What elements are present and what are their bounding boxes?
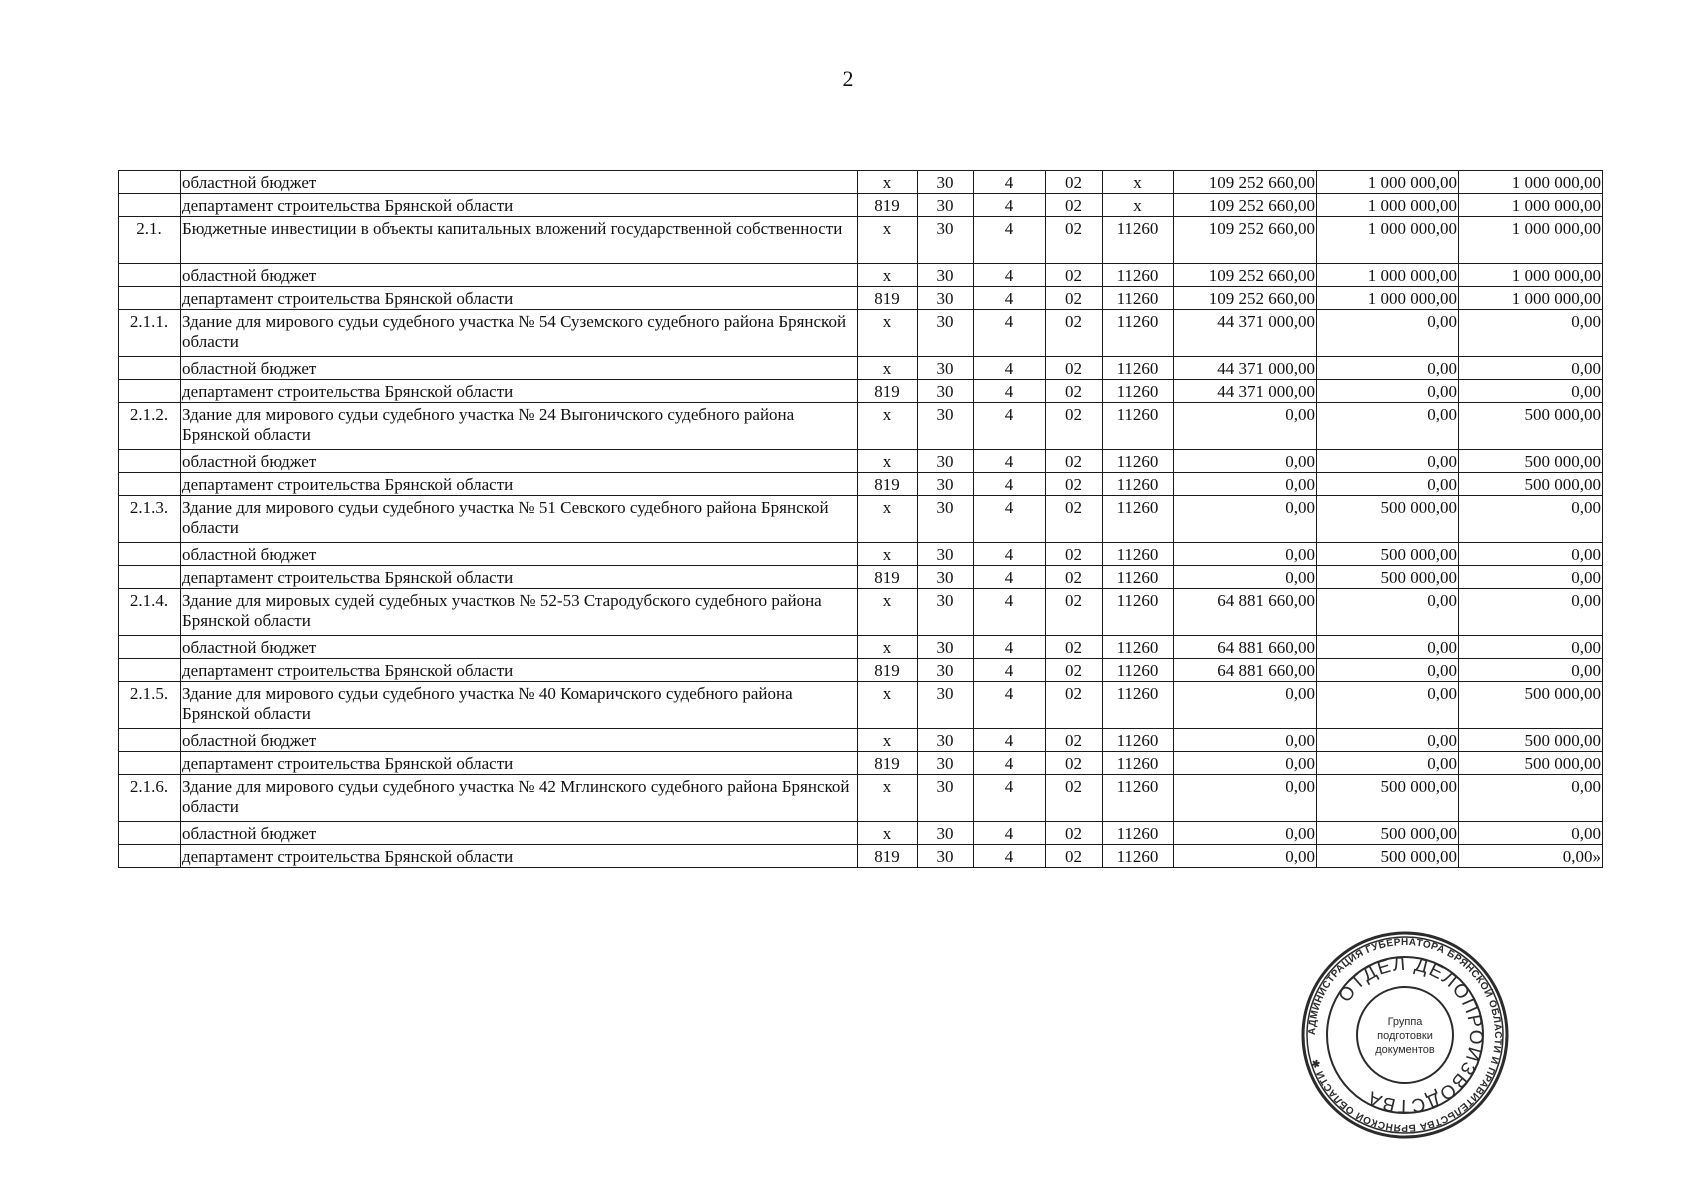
row-name: департамент строительства Брянской области: [181, 659, 858, 682]
stamp-ring-text: ОТДЕЛ ДЕЛОПРОИЗВОДСТВА: [1334, 953, 1487, 1117]
code-section: 02: [1046, 636, 1103, 659]
code-section: 02: [1046, 217, 1103, 264]
budget-table: [118, 170, 1603, 868]
row-number: 2.1.2.: [119, 403, 181, 450]
code-program: 30: [918, 775, 974, 822]
code-admin: х: [858, 264, 918, 287]
amount-year-3: 0,00: [1459, 310, 1603, 357]
amount-year-3: 0,00: [1459, 659, 1603, 682]
code-admin: 819: [858, 473, 918, 496]
code-admin: 819: [858, 194, 918, 217]
amount-year-3: 0,00»: [1459, 845, 1603, 868]
amount-year-2: 1 000 000,00: [1317, 287, 1459, 310]
row-number: [119, 287, 181, 310]
amount-year-2: 0,00: [1317, 659, 1459, 682]
code-section: 02: [1046, 682, 1103, 729]
amount-year-2: 0,00: [1317, 473, 1459, 496]
table-row: [119, 473, 1603, 496]
code-subprogram: 4: [974, 845, 1046, 868]
row-number: 2.1.: [119, 217, 181, 264]
amount-year-2: 0,00: [1317, 310, 1459, 357]
code-section: 02: [1046, 822, 1103, 845]
code-program: 30: [918, 171, 974, 194]
code-admin: 819: [858, 659, 918, 682]
table-row: [119, 287, 1603, 310]
row-number: [119, 194, 181, 217]
stamp-graphic: [1303, 933, 1507, 1137]
row-name: областной бюджет: [181, 171, 858, 194]
amount-year-1: 0,00: [1174, 845, 1317, 868]
code-direction: 11260: [1103, 357, 1174, 380]
code-subprogram: 4: [974, 729, 1046, 752]
table-row: [119, 194, 1603, 217]
stamp-center-line3: документов: [1375, 1044, 1435, 1056]
row-name: областной бюджет: [181, 729, 858, 752]
table-row: [119, 450, 1603, 473]
amount-year-3: 1 000 000,00: [1459, 264, 1603, 287]
code-admin: х: [858, 403, 918, 450]
code-subprogram: 4: [974, 450, 1046, 473]
code-program: 30: [918, 752, 974, 775]
row-name: областной бюджет: [181, 357, 858, 380]
row-number: 2.1.3.: [119, 496, 181, 543]
table-row: [119, 171, 1603, 194]
code-program: 30: [918, 194, 974, 217]
stamp-center-line1: Группа: [1387, 1016, 1423, 1028]
table-row: [119, 845, 1603, 868]
row-number: 2.1.4.: [119, 589, 181, 636]
code-direction: х: [1103, 194, 1174, 217]
row-number: [119, 566, 181, 589]
code-subprogram: 4: [974, 636, 1046, 659]
amount-year-3: 500 000,00: [1459, 403, 1603, 450]
code-admin: х: [858, 775, 918, 822]
amount-year-3: 500 000,00: [1459, 752, 1603, 775]
row-name: областной бюджет: [181, 636, 858, 659]
amount-year-3: 1 000 000,00: [1459, 171, 1603, 194]
amount-year-2: 0,00: [1317, 357, 1459, 380]
code-subprogram: 4: [974, 473, 1046, 496]
code-direction: 11260: [1103, 729, 1174, 752]
amount-year-2: 0,00: [1317, 589, 1459, 636]
row-number: [119, 473, 181, 496]
code-direction: 11260: [1103, 659, 1174, 682]
amount-year-1: 109 252 660,00: [1174, 264, 1317, 287]
table-row: [119, 752, 1603, 775]
amount-year-2: 0,00: [1317, 729, 1459, 752]
code-section: 02: [1046, 845, 1103, 868]
code-admin: х: [858, 729, 918, 752]
code-program: 30: [918, 636, 974, 659]
table-row: [119, 775, 1603, 822]
code-subprogram: 4: [974, 659, 1046, 682]
amount-year-3: 0,00: [1459, 636, 1603, 659]
row-name: областной бюджет: [181, 264, 858, 287]
code-program: 30: [918, 659, 974, 682]
amount-year-2: 500 000,00: [1317, 775, 1459, 822]
code-subprogram: 4: [974, 543, 1046, 566]
row-number: [119, 752, 181, 775]
code-admin: х: [858, 636, 918, 659]
amount-year-2: 0,00: [1317, 636, 1459, 659]
code-subprogram: 4: [974, 217, 1046, 264]
code-section: 02: [1046, 357, 1103, 380]
table-row: [119, 682, 1603, 729]
row-number: [119, 264, 181, 287]
row-number: [119, 171, 181, 194]
amount-year-1: 0,00: [1174, 822, 1317, 845]
code-admin: х: [858, 217, 918, 264]
code-admin: 819: [858, 752, 918, 775]
code-section: 02: [1046, 264, 1103, 287]
amount-year-3: 0,00: [1459, 775, 1603, 822]
code-subprogram: 4: [974, 194, 1046, 217]
code-section: 02: [1046, 194, 1103, 217]
code-admin: 819: [858, 380, 918, 403]
code-direction: 11260: [1103, 450, 1174, 473]
amount-year-1: 0,00: [1174, 403, 1317, 450]
table-row: [119, 380, 1603, 403]
table-row: [119, 729, 1603, 752]
code-direction: 11260: [1103, 589, 1174, 636]
code-program: 30: [918, 473, 974, 496]
row-number: [119, 357, 181, 380]
code-section: 02: [1046, 403, 1103, 450]
row-number: [119, 543, 181, 566]
table-row: [119, 496, 1603, 543]
amount-year-3: 500 000,00: [1459, 729, 1603, 752]
code-subprogram: 4: [974, 775, 1046, 822]
amount-year-2: 500 000,00: [1317, 822, 1459, 845]
row-number: 2.1.5.: [119, 682, 181, 729]
amount-year-3: 500 000,00: [1459, 473, 1603, 496]
amount-year-2: 500 000,00: [1317, 496, 1459, 543]
amount-year-2: 500 000,00: [1317, 566, 1459, 589]
amount-year-2: 1 000 000,00: [1317, 171, 1459, 194]
amount-year-1: 64 881 660,00: [1174, 589, 1317, 636]
code-subprogram: 4: [974, 310, 1046, 357]
code-section: 02: [1046, 659, 1103, 682]
code-program: 30: [918, 403, 974, 450]
code-program: 30: [918, 310, 974, 357]
row-name: департамент строительства Брянской области: [181, 473, 858, 496]
code-program: 30: [918, 264, 974, 287]
row-number: 2.1.1.: [119, 310, 181, 357]
code-section: 02: [1046, 380, 1103, 403]
code-section: 02: [1046, 473, 1103, 496]
amount-year-2: 0,00: [1317, 752, 1459, 775]
table-row: [119, 543, 1603, 566]
row-name: департамент строительства Брянской области: [181, 194, 858, 217]
amount-year-1: 109 252 660,00: [1174, 217, 1317, 264]
amount-year-1: 0,00: [1174, 775, 1317, 822]
table-row: [119, 403, 1603, 450]
row-number: [119, 636, 181, 659]
code-admin: х: [858, 171, 918, 194]
amount-year-1: 0,00: [1174, 752, 1317, 775]
row-number: [119, 729, 181, 752]
table-row: [119, 264, 1603, 287]
row-name: Здание для мирового судьи судебного участка № 42 Мглинского судебного района Брянской области: [181, 775, 858, 822]
row-number: [119, 822, 181, 845]
table-body: [119, 171, 1603, 868]
amount-year-2: 0,00: [1317, 380, 1459, 403]
amount-year-2: 500 000,00: [1317, 543, 1459, 566]
amount-year-2: 1 000 000,00: [1317, 194, 1459, 217]
amount-year-3: 0,00: [1459, 357, 1603, 380]
code-program: 30: [918, 566, 974, 589]
code-admin: х: [858, 589, 918, 636]
code-direction: 11260: [1103, 775, 1174, 822]
row-name: Бюджетные инвестиции в объекты капитальных вложений государственной собственности: [181, 217, 858, 264]
table-row: [119, 357, 1603, 380]
amount-year-2: 0,00: [1317, 450, 1459, 473]
code-subprogram: 4: [974, 403, 1046, 450]
page-number: 2: [842, 66, 854, 91]
code-section: 02: [1046, 589, 1103, 636]
amount-year-1: 44 371 000,00: [1174, 310, 1317, 357]
stamp-outer-text: АДМИНИСТРАЦИЯ ГУБЕРНАТОРА БРЯНСКОЙ ОБЛАСТИ И ПРАВИТЕЛЬСТВА БРЯНСКОЙ ОБЛАСТИ ✱: [1306, 936, 1504, 1134]
row-name: Здание для мирового судьи судебного участка № 40 Комаричского судебного района Брянской области: [181, 682, 858, 729]
amount-year-1: 0,00: [1174, 473, 1317, 496]
amount-year-1: 64 881 660,00: [1174, 636, 1317, 659]
code-direction: 11260: [1103, 752, 1174, 775]
code-subprogram: 4: [974, 264, 1046, 287]
row-name: департамент строительства Брянской области: [181, 752, 858, 775]
code-section: 02: [1046, 775, 1103, 822]
row-number: [119, 380, 181, 403]
code-section: 02: [1046, 496, 1103, 543]
amount-year-3: 0,00: [1459, 496, 1603, 543]
row-name: областной бюджет: [181, 543, 858, 566]
amount-year-1: 0,00: [1174, 450, 1317, 473]
row-name: Здание для мирового судьи судебного участка № 51 Севского судебного района Брянской области: [181, 496, 858, 543]
amount-year-3: 500 000,00: [1459, 682, 1603, 729]
stamp-center-line2: подготовки: [1377, 1030, 1433, 1042]
amount-year-1: 109 252 660,00: [1174, 194, 1317, 217]
row-number: [119, 659, 181, 682]
row-name: департамент строительства Брянской области: [181, 566, 858, 589]
table-row: [119, 636, 1603, 659]
code-program: 30: [918, 589, 974, 636]
table-row: [119, 566, 1603, 589]
amount-year-1: 109 252 660,00: [1174, 287, 1317, 310]
row-number: [119, 845, 181, 868]
table-row: [119, 659, 1603, 682]
amount-year-1: 0,00: [1174, 566, 1317, 589]
code-subprogram: 4: [974, 566, 1046, 589]
code-subprogram: 4: [974, 171, 1046, 194]
code-subprogram: 4: [974, 287, 1046, 310]
code-subprogram: 4: [974, 682, 1046, 729]
amount-year-3: 0,00: [1459, 566, 1603, 589]
code-admin: х: [858, 543, 918, 566]
amount-year-1: 44 371 000,00: [1174, 357, 1317, 380]
code-subprogram: 4: [974, 752, 1046, 775]
amount-year-1: 64 881 660,00: [1174, 659, 1317, 682]
code-direction: 11260: [1103, 845, 1174, 868]
code-program: 30: [918, 682, 974, 729]
code-program: 30: [918, 357, 974, 380]
table-row: [119, 217, 1603, 264]
amount-year-3: 0,00: [1459, 380, 1603, 403]
code-subprogram: 4: [974, 357, 1046, 380]
code-admin: х: [858, 450, 918, 473]
code-direction: 11260: [1103, 682, 1174, 729]
code-section: 02: [1046, 310, 1103, 357]
code-direction: х: [1103, 171, 1174, 194]
amount-year-2: 0,00: [1317, 682, 1459, 729]
code-admin: х: [858, 682, 918, 729]
amount-year-1: 0,00: [1174, 682, 1317, 729]
code-admin: 819: [858, 845, 918, 868]
code-admin: х: [858, 357, 918, 380]
amount-year-1: 0,00: [1174, 496, 1317, 543]
code-program: 30: [918, 845, 974, 868]
amount-year-1: 0,00: [1174, 729, 1317, 752]
amount-year-2: 1 000 000,00: [1317, 264, 1459, 287]
code-subprogram: 4: [974, 496, 1046, 543]
table-row: [119, 310, 1603, 357]
amount-year-3: 500 000,00: [1459, 450, 1603, 473]
amount-year-1: 109 252 660,00: [1174, 171, 1317, 194]
code-section: 02: [1046, 729, 1103, 752]
row-name: областной бюджет: [181, 822, 858, 845]
amount-year-1: 44 371 000,00: [1174, 380, 1317, 403]
code-section: 02: [1046, 171, 1103, 194]
code-direction: 11260: [1103, 496, 1174, 543]
row-name: департамент строительства Брянской области: [181, 380, 858, 403]
row-number: [119, 450, 181, 473]
code-direction: 11260: [1103, 264, 1174, 287]
row-name: Здание для мирового судьи судебного участка № 24 Выгоничского судебного района Брянской области: [181, 403, 858, 450]
code-section: 02: [1046, 543, 1103, 566]
code-direction: 11260: [1103, 380, 1174, 403]
row-number: 2.1.6.: [119, 775, 181, 822]
code-direction: 11260: [1103, 217, 1174, 264]
code-subprogram: 4: [974, 822, 1046, 845]
code-program: 30: [918, 822, 974, 845]
amount-year-3: 1 000 000,00: [1459, 217, 1603, 264]
code-program: 30: [918, 217, 974, 264]
code-program: 30: [918, 380, 974, 403]
amount-year-1: 0,00: [1174, 543, 1317, 566]
amount-year-3: 0,00: [1459, 589, 1603, 636]
code-admin: х: [858, 822, 918, 845]
code-program: 30: [918, 287, 974, 310]
row-name: департамент строительства Брянской области: [181, 845, 858, 868]
code-admin: 819: [858, 566, 918, 589]
amount-year-3: 1 000 000,00: [1459, 194, 1603, 217]
amount-year-3: 1 000 000,00: [1459, 287, 1603, 310]
code-program: 30: [918, 496, 974, 543]
code-direction: 11260: [1103, 403, 1174, 450]
row-name: Здание для мирового судьи судебного участка № 54 Суземского судебного района Брянской области: [181, 310, 858, 357]
code-direction: 11260: [1103, 822, 1174, 845]
code-direction: 11260: [1103, 310, 1174, 357]
code-direction: 11260: [1103, 473, 1174, 496]
table-row: [119, 822, 1603, 845]
row-name: областной бюджет: [181, 450, 858, 473]
amount-year-3: 0,00: [1459, 822, 1603, 845]
code-subprogram: 4: [974, 589, 1046, 636]
code-section: 02: [1046, 752, 1103, 775]
amount-year-3: 0,00: [1459, 543, 1603, 566]
code-admin: х: [858, 310, 918, 357]
code-direction: 11260: [1103, 636, 1174, 659]
code-program: 30: [918, 450, 974, 473]
code-admin: 819: [858, 287, 918, 310]
code-program: 30: [918, 729, 974, 752]
code-section: 02: [1046, 287, 1103, 310]
table-row: [119, 589, 1603, 636]
code-direction: 11260: [1103, 543, 1174, 566]
code-direction: 11260: [1103, 566, 1174, 589]
amount-year-2: 0,00: [1317, 403, 1459, 450]
row-name: Здание для мировых судей судебных участков № 52-53 Стародубского судебного района Брянской области: [181, 589, 858, 636]
code-admin: х: [858, 496, 918, 543]
code-section: 02: [1046, 566, 1103, 589]
amount-year-2: 500 000,00: [1317, 845, 1459, 868]
official-stamp: [1300, 930, 1510, 1140]
row-name: департамент строительства Брянской области: [181, 287, 858, 310]
code-direction: 11260: [1103, 287, 1174, 310]
code-program: 30: [918, 543, 974, 566]
code-section: 02: [1046, 450, 1103, 473]
code-subprogram: 4: [974, 380, 1046, 403]
amount-year-2: 1 000 000,00: [1317, 217, 1459, 264]
